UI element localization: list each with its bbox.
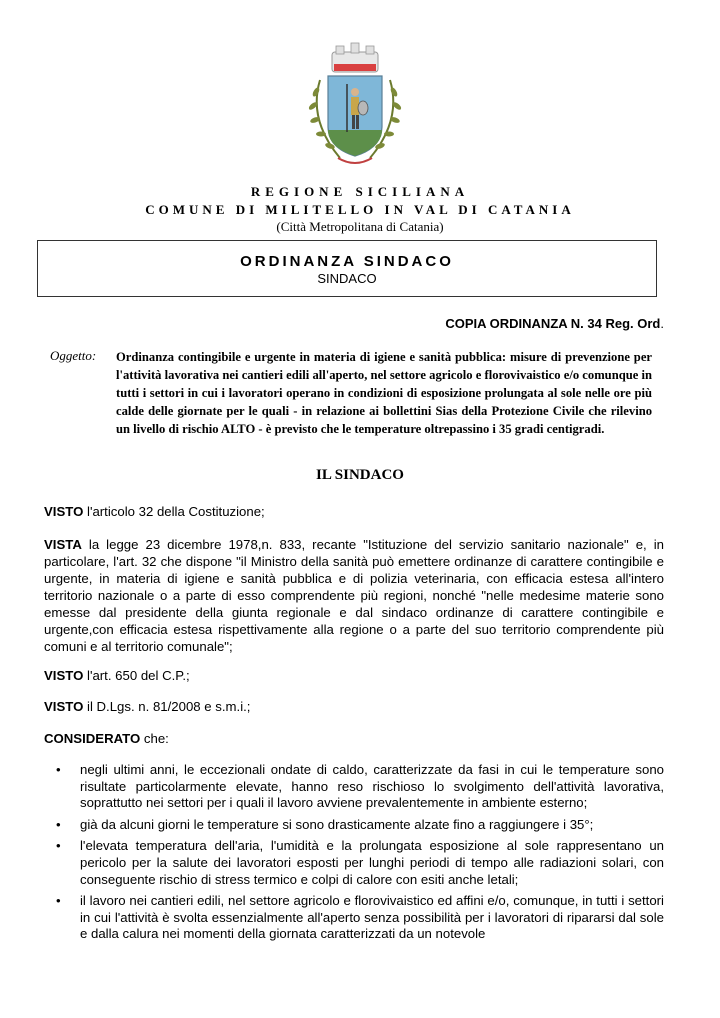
- paragraph-visto-dlgs: [44, 698, 664, 715]
- municipality-name: COMUNE DI MILITELLO IN VAL DI CATANIA: [145, 202, 575, 217]
- list-item: [56, 893, 664, 943]
- paragraph-keyword: VISTA: [44, 537, 82, 552]
- bullet-icon: •: [56, 816, 61, 832]
- paragraph-text: la legge 23 dicembre 1978,n. 833, recante "Istituzione del servizio sanitario nazionale" e, in particolare, l'art. 32 che dispone "il Ministro della sanità può emettere ordinanze di carattere contingibile e urgente, in materia di igiene e sanità pubblica e di polizia veterinaria, con efficacia estesa all'intero territorio nazionale o a parte di esso comprendente più regioni, nonché "nelle medesime materie sono emesse dal presidente della giunta regionale e dal sindaco ordinanze di carattere contingibile e urgente,con efficacia estesa rispettivamente alla regione o a parte del suo territorio comprendente più comuni e al territorio comunale";: [44, 537, 664, 654]
- list-item-text: l'elevata temperatura dell'aria, l'umidità e la prolungata esposizione al sole rappresentano un pericolo per la salute dei lavoratori esposti per lunghi periodi di tempo alle radiazioni solari, con conseguente rischio di stress termico e colpi di calore con esiti anche letali;: [80, 838, 664, 887]
- list-item: [56, 817, 664, 834]
- paragraph-considerato: [44, 730, 664, 747]
- section-heading: IL SINDACO: [316, 467, 404, 483]
- ordinance-number-label: COPIA ORDINANZA N. 34 Reg. Ord: [445, 316, 661, 331]
- paragraph-keyword: VISTO: [44, 699, 84, 714]
- paragraph-vista-legge: [44, 536, 664, 655]
- paragraph-keyword: VISTO: [44, 668, 84, 683]
- ordinance-title-box: [37, 240, 657, 297]
- ordinance-number: [445, 316, 664, 331]
- region-name: REGIONE SICILIANA: [250, 184, 470, 199]
- paragraph-keyword: CONSIDERATO: [44, 731, 141, 746]
- ordinance-title: ORDINANZA SINDACO: [240, 253, 454, 270]
- list-item: [56, 838, 664, 888]
- paragraph-text: il D.Lgs. n. 81/2008 e s.m.i.;: [83, 699, 251, 714]
- metropolitan-city: (Città Metropolitana di Catania): [276, 219, 444, 234]
- paragraph-text: l'art. 650 del C.P.;: [83, 668, 190, 683]
- bullet-icon: •: [56, 762, 61, 777]
- bullet-icon: •: [56, 838, 61, 854]
- bullet-icon: •: [56, 893, 61, 909]
- subject-label: Oggetto:: [50, 348, 97, 363]
- list-item-text: già da alcuni giorni le temperature si sono drasticamente alzate fino a raggiungere i 35°;: [80, 816, 594, 832]
- paragraph-visto-costituzione: [44, 503, 664, 520]
- ordinance-number-dot: .: [660, 316, 664, 331]
- subject-text: Ordinanza contingibile e urgente in materia di igiene e sanità pubblica: misure di prevenzione per l'attività lavorativa nei cantieri edili all'aperto, nel settore agricolo e florovivaistico e/o comunque in tutti i settori in cui i lavoratori operano in condizioni di esposizione prolungata al sole nelle ore più calde delle giornate per le quali - in relazione ai bollettini Sias della Protezione Civile che rilevino un livello di rischio ALTO - è previsto che le temperature oltrepassino i 35 gradi centigradi.: [116, 350, 652, 436]
- list-item: [56, 762, 664, 812]
- considerations-list: [56, 762, 664, 948]
- ordinance-subtitle: SINDACO: [317, 271, 377, 286]
- paragraph-text: l'articolo 32 della Costituzione;: [83, 504, 265, 519]
- paragraph-keyword: VISTO: [44, 504, 84, 519]
- municipal-coat-of-arms-icon: [300, 40, 410, 175]
- list-item-text: negli ultimi anni, le eccezionali ondate di caldo, caratterizzate da fasi in cui le temperature sono risultate particolarmente elevate, hanno reso rischioso lo svolgimento dell'attività lavorativa, soprattutto nei settori per i quali il lavoro avviene prevalentemente in ambiente esterno;: [80, 762, 664, 811]
- list-item-text: il lavoro nei cantieri edili, nel settore agricolo e florovivaistico ed affini e/o, comunque, in tutti i settori in cui l'attività è svolta essenzialmente all'aperto senza possibilità per i lavoratori di ripararsi dal sole e dalla calura nei momenti della giornata caratterizzati da un notevole: [80, 893, 664, 942]
- paragraph-visto-cp: [44, 667, 664, 684]
- paragraph-text: che:: [140, 731, 169, 746]
